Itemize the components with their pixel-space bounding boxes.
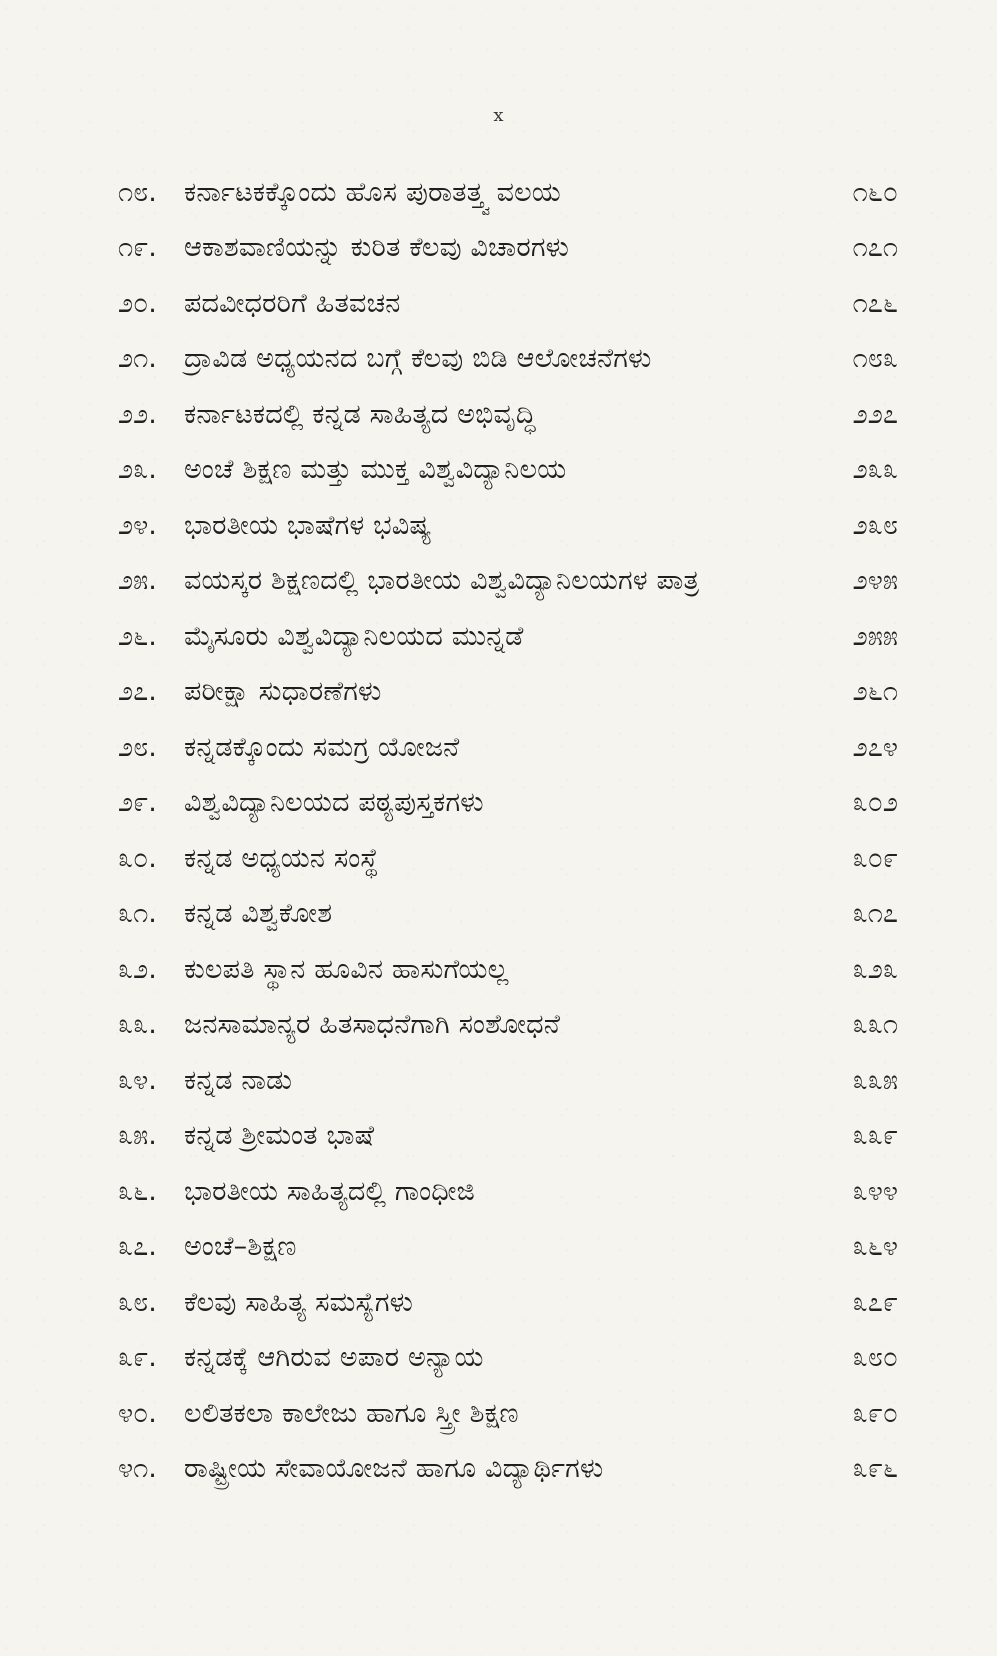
entry-title: ಲಲಿತಕಲಾ ಕಾಲೇಜು ಹಾಗೂ ಸ್ತ್ರೀ ಶಿಕ್ಷಣ [184,1397,519,1429]
entry-number: ೩೭. [118,1231,157,1263]
entry-title: ಮೈಸೂರು ವಿಶ್ವವಿದ್ಯಾನಿಲಯದ ಮುನ್ನಡೆ [184,620,524,652]
entry-title: ಕನ್ನಡ ಅಧ್ಯಯನ ಸಂಸ್ಥೆ [184,842,379,874]
toc-entry [118,1053,898,1109]
entry-number: ೩೧. [118,898,157,930]
page-number: x [493,105,504,126]
entry-page: ೩೯೦ [852,1397,898,1429]
toc-entry [118,276,898,332]
entry-title: ಕನ್ನಡ ನಾಡು [184,1064,293,1096]
entry-page: ೨೪೫ [852,565,898,597]
entry-title: ಪರೀಕ್ಷಾ ಸುಧಾರಣೆಗಳು [184,676,382,708]
entry-title: ಕನ್ನಡ ವಿಶ್ವಕೋಶ [184,898,333,930]
entry-title: ಅಂಚೆ ಶಿಕ್ಷಣ ಮತ್ತು ಮುಕ್ತ ವಿಶ್ವವಿದ್ಯಾನಿಲಯ [184,454,567,486]
entry-page: ೩೧೭ [852,898,898,930]
entry-title: ಭಾರತೀಯ ಭಾಷೆಗಳ ಭವಿಷ್ಯ [184,509,432,541]
entry-number: ೨೩. [118,454,157,486]
toc-entry [118,332,898,388]
toc-entry [118,831,898,887]
entry-page: ೩೬೪ [852,1231,898,1263]
entry-page: ೩೩೫ [852,1064,898,1096]
entry-title: ವಯಸ್ಕರ ಶಿಕ್ಷಣದಲ್ಲಿ ಭಾರತೀಯ ವಿಶ್ವವಿದ್ಯಾನಿಲಯಗಳ ಪಾತ್ರ [184,565,700,597]
entry-number: ೩೦. [118,842,157,874]
entry-page: ೨೬೧ [852,676,898,708]
entry-number: ೩೨. [118,953,157,985]
toc-entry [118,1275,898,1331]
entry-number: ೪೧. [118,1453,157,1485]
entry-title: ಕನ್ನಡ ಶ್ರೀಮಂತ ಭಾಷೆ [184,1120,375,1152]
entry-page: ೧೭೬ [852,287,898,319]
entry-title: ಕೆಲವು ಸಾಹಿತ್ಯ ಸಮಸ್ಯೆಗಳು [184,1286,414,1318]
entry-number: ೨೯. [118,787,157,819]
entry-number: ೨೮. [118,731,157,763]
entry-title: ರಾಷ್ಟ್ರೀಯ ಸೇವಾಯೋಜನೆ ಹಾಗೂ ವಿದ್ಯಾರ್ಥಿಗಳು [184,1453,604,1485]
entry-page: ೩೨೩ [852,953,898,985]
entry-title: ಜನಸಾಮಾನ್ಯರ ಹಿತಸಾಧನೆಗಾಗಿ ಸಂಶೋಧನೆ [184,1009,561,1041]
toc-entry [118,221,898,277]
entry-page: ೨೩೮ [852,509,898,541]
entry-page: ೩೮೦ [852,1342,898,1374]
toc-entry [118,665,898,721]
entry-page: ೩೭೯ [852,1286,898,1318]
entry-title: ಅಂಚೆ–ಶಿಕ್ಷಣ [184,1231,297,1263]
entry-title: ಕನ್ನಡಕ್ಕೆ ಆಗಿರುವ ಅಪಾರ ಅನ್ಯಾಯ [184,1342,484,1374]
entry-page: ೩೩೧ [852,1009,898,1041]
entry-number: ೨೫. [118,565,157,597]
toc-entry [118,498,898,554]
entry-number: ೧೮. [118,176,157,208]
entry-title: ವಿಶ್ವವಿದ್ಯಾನಿಲಯದ ಪಠ್ಯಪುಸ್ತಕಗಳು [184,787,484,819]
entry-number: ೧೯. [118,232,157,264]
entry-page: ೩೩೯ [852,1120,898,1152]
entry-number: ೨೧. [118,343,157,375]
entry-page: ೩೦೨ [852,787,898,819]
toc-entry [118,942,898,998]
toc-entry [118,1331,898,1387]
entry-number: ೨೭. [118,676,157,708]
entry-page: ೧೮೩ [852,343,898,375]
entry-page: ೩೯೬ [852,1453,898,1485]
toc-entry [118,1109,898,1165]
entry-number: ೩೪. [118,1064,157,1096]
entry-number: ೨೨. [118,398,157,430]
toc-entry [118,1220,898,1276]
entry-page: ೨೫೫ [852,620,898,652]
entry-page: ೧೭೧ [852,232,898,264]
toc-entry [118,1386,898,1442]
entry-page: ೨೭೪ [852,731,898,763]
toc-entry [118,387,898,443]
entry-number: ೩೮. [118,1286,157,1318]
entry-number: ೩೬. [118,1175,157,1207]
entry-title: ಕರ್ನಾಟಕಕ್ಕೊಂದು ಹೊಸ ಪುರಾತತ್ತ್ವ ವಲಯ [184,176,561,208]
entry-title: ಭಾರತೀಯ ಸಾಹಿತ್ಯದಲ್ಲಿ ಗಾಂಧೀಜಿ [184,1175,475,1207]
entry-title: ಆಕಾಶವಾಣಿಯನ್ನು ಕುರಿತ ಕೆಲವು ವಿಚಾರಗಳು [184,232,570,264]
toc-entry [118,165,898,221]
entry-page: ೩೪೪ [852,1175,898,1207]
toc-entry [118,720,898,776]
entry-title: ಪದವೀಧರರಿಗೆ ಹಿತವಚನ [184,287,401,319]
toc-entry [118,609,898,665]
entry-page: ೨೩೩ [852,454,898,486]
entry-page: ೧೬೦ [852,176,898,208]
entry-page: ೨೨೭ [852,398,898,430]
table-of-contents [118,165,898,1497]
entry-number: ೩೯. [118,1342,157,1374]
toc-entry [118,554,898,610]
entry-title: ಕುಲಪತಿ ಸ್ಥಾನ ಹೂವಿನ ಹಾಸುಗೆಯಲ್ಲ [184,953,509,985]
entry-number: ೩೫. [118,1120,157,1152]
toc-entry [118,1164,898,1220]
toc-entry [118,443,898,499]
toc-entry [118,887,898,943]
entry-title: ಕನ್ನಡಕ್ಕೊಂದು ಸಮಗ್ರ ಯೋಜನೆ [184,731,460,763]
entry-title: ದ್ರಾವಿಡ ಅಧ್ಯಯನದ ಬಗ್ಗೆ ಕೆಲವು ಬಿಡಿ ಆಲೋಚನೆಗಳು [184,343,652,375]
toc-entry [118,776,898,832]
entry-number: ೩೩. [118,1009,157,1041]
toc-entry [118,998,898,1054]
entry-number: ೪೦. [118,1397,157,1429]
toc-entry [118,1442,898,1498]
entry-number: ೨೬. [118,620,157,652]
entry-number: ೨೦. [118,287,157,319]
entry-title: ಕರ್ನಾಟಕದಲ್ಲಿ ಕನ್ನಡ ಸಾಹಿತ್ಯದ ಅಭಿವೃದ್ಧಿ [184,398,536,430]
entry-page: ೩೦೯ [852,842,898,874]
entry-number: ೨೪. [118,509,157,541]
